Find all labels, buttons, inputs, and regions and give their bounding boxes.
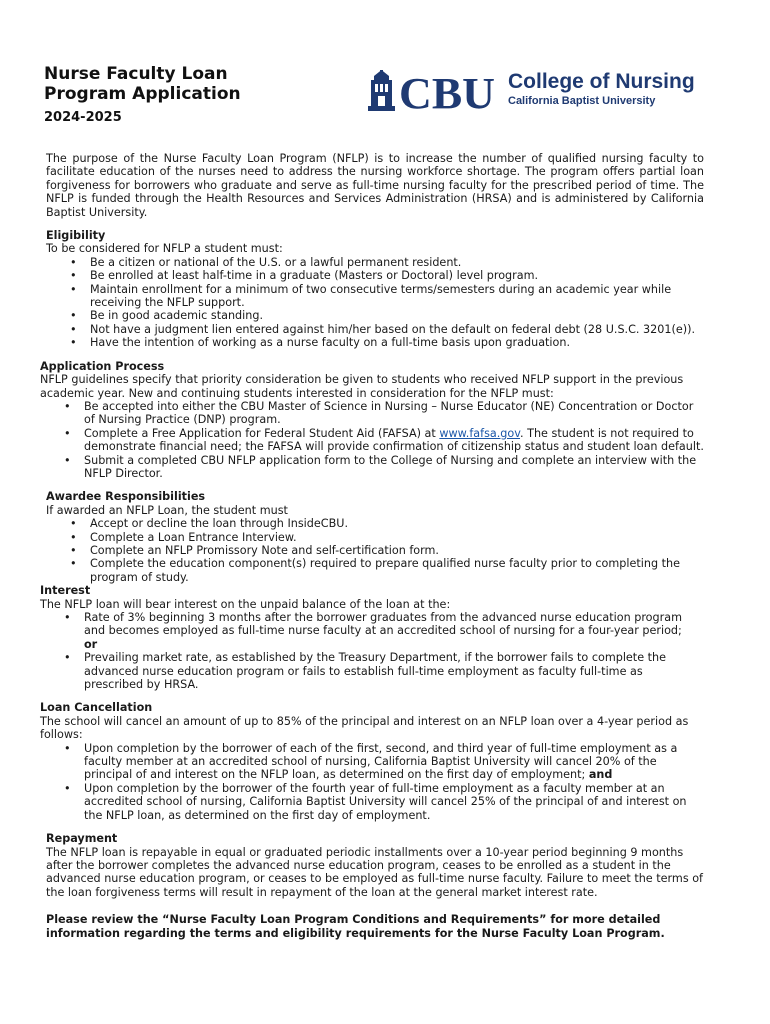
fafsa-text-pre: Complete a Free Application for Federal Student Aid (FAFSA) at (84, 426, 440, 440)
document-body (40, 152, 704, 940)
academic-year: 2024-2025 (44, 110, 122, 125)
application-heading: Application Process (40, 359, 165, 373)
eligibility-intro: To be considered for NFLP a student must: (46, 242, 283, 256)
document-title-line1: Nurse Faculty Loan (44, 64, 228, 84)
eligibility-section (40, 229, 704, 350)
list-item: • Be accepted into either the CBU Master of Science in Nursing – Nurse Educator (NE) Concentration or Doctor of Nursing Practice (DNP) program. (64, 400, 704, 427)
awardee-section (40, 490, 704, 584)
awardee-heading: Awardee Responsibilities (46, 490, 206, 504)
list-item: • Complete an NFLP Promissory Note and self-certification form. (70, 544, 704, 557)
list-item: • Maintain enrollment for a minimum of two consecutive terms/semesters during an academic year while receiving the NFLP support. (70, 283, 704, 310)
interest-heading: Interest (40, 584, 91, 598)
interest-list (64, 611, 704, 691)
cancellation-item1-text: Upon completion by the borrower of each of the first, second, and third year of full-time employment as a faculty member at an accredited school of nursing, California Baptist University will cancel 20% of the principal of and interest on the NFLP loan, as determined on the first day of employment; (84, 741, 678, 782)
list-item (64, 742, 704, 782)
list-item (64, 427, 704, 454)
list-item: • Be a citizen or national of the U.S. or a lawful permanent resident. (70, 256, 704, 269)
list-item: • Be enrolled at least half-time in a graduate (Masters or Doctoral) level program. (70, 269, 704, 282)
closing-note: Please review the “Nurse Faculty Loan Program Conditions and Requirements” for more detailed information regarding the terms and eligibility requirements for the Nurse Faculty Loan Program. (46, 913, 665, 940)
repayment-section (40, 832, 704, 899)
cbu-logo-letters: CBU (399, 69, 495, 112)
application-section (40, 360, 704, 481)
list-item (64, 611, 704, 651)
interest-intro: The NFLP loan will bear interest on the unpaid balance of the loan at the: (40, 597, 451, 611)
repayment-heading: Repayment (46, 832, 118, 846)
interest-or: or (84, 637, 98, 651)
list-item: • Have the intention of working as a nurse faculty on a full-time basis upon graduation. (70, 336, 704, 349)
logo-text (508, 70, 695, 108)
cancellation-section (40, 701, 704, 822)
title-block (44, 64, 241, 125)
list-item: • Be in good academic standing. (70, 309, 704, 322)
purpose-paragraph: The purpose of the Nurse Faculty Loan Program (NFLP) is to increase the number of qualified nursing faculty to facilitate education of the nurses need to address the nursing workforce shortage. The program offers partial loan forgiveness for borrowers who graduate and serve as full-time nursing faculty for the prescribed period of time. The NFLP is funded through the Health Resources and Services Administration (HRSA) and is administered by California Baptist University. (46, 152, 704, 219)
list-item: • Submit a completed CBU NFLP application form to the College of Nursing and complete an interview with the NFLP Director. (64, 454, 704, 481)
logo-college-name: College of Nursing (508, 70, 695, 93)
eligibility-list (70, 256, 704, 350)
list-item: • Upon completion by the borrower of the fourth year of full-time employment as a faculty member at an accredited school of nursing, California Baptist University will cancel 25% of the principal of and interest on the NFLP loan, as determined on the first day of employment. (64, 782, 704, 822)
list-item: • Not have a judgment lien entered against him/her based on the default on federal debt (28 U.S.C. 3201(e)). (70, 323, 704, 336)
fafsa-text-post: . The student is not required to demonstrate financial need; the FAFSA will provide confirmation of citizenship status and student loan default. (84, 426, 704, 454)
cancellation-and: and (588, 768, 613, 782)
fafsa-link[interactable]: www.fafsa.gov (439, 426, 521, 440)
list-item: • Accept or decline the loan through InsideCBU. (70, 517, 704, 530)
eligibility-heading: Eligibility (46, 229, 106, 243)
cancellation-heading: Loan Cancellation (40, 701, 153, 715)
interest-item1-text: Rate of 3% beginning 3 months after the borrower graduates from the advanced nurse education program and becomes employed as full-time nurse faculty at an accredited school of nursing for a four-year period; (84, 611, 682, 638)
list-item: • Complete a Loan Entrance Interview. (70, 531, 704, 544)
cancellation-intro: The school will cancel an amount of up to 85% of the principal and interest on an NFLP loan over a 4-year period as follows: (40, 714, 689, 742)
list-item: • Complete the education component(s) required to prepare qualified nurse faculty prior to completing the program of study. (70, 557, 704, 584)
awardee-intro: If awarded an NFLP Loan, the student must (46, 503, 288, 517)
interest-section (40, 584, 704, 691)
cbu-logo (366, 66, 695, 112)
application-list (64, 400, 704, 480)
awardee-list (70, 517, 704, 584)
document-title-line2: Program Application (44, 84, 241, 104)
logo-university-name: California Baptist University (508, 95, 656, 107)
list-item: • Prevailing market rate, as established by the Treasury Department, if the borrower fails to complete the advanced nurse education program or fails to establish full-time employment as faculty full-time as prescribed by HRSA. (64, 651, 704, 691)
repayment-paragraph: The NFLP loan is repayable in equal or graduated periodic installments over a 10-year period beginning 9 months after the borrower completes the advanced nurse education program, ceases to be enrolled as a student in the advanced nurse education program, or ceases to be employed as full-time nurse faculty. Failure to meet the terms of the loan forgiveness terms will result in repayment of the loan at the general market interest rate. (46, 845, 703, 899)
cbu-logo-mark-icon (366, 66, 496, 112)
application-intro: NFLP guidelines specify that priority consideration be given to students who received NFLP support in the previous academic year. New and continuing students interested in consideration for the NFLP must: (40, 373, 684, 400)
cancellation-list (64, 742, 704, 822)
